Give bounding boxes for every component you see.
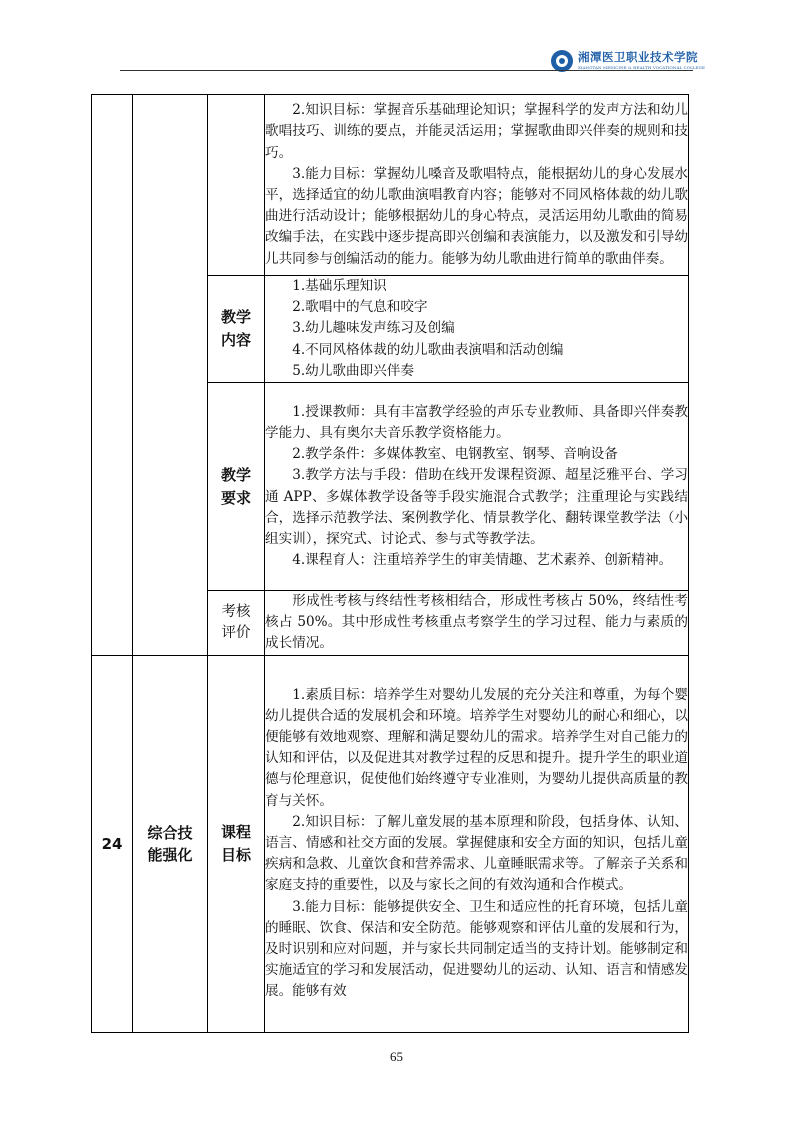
college-name-en: XIANGTAN MEDICINE & HEALTH VOCATIONAL COLLEGE [578, 64, 706, 70]
assessment-text: 形成性考核与终结性考核相结合，形成性考核占 50%，终结性考核占 50%。其中形成性考核重点考察学生的学习过程、能力与素质的成长情况。 [265, 591, 689, 656]
course-number-cell [92, 95, 133, 656]
assessment-label: 考核 评价 [208, 591, 265, 656]
college-emblem-icon [551, 50, 573, 72]
list-item: 1.授课教师：具有丰富教学经验的声乐专业教师、具备即兴伴奏教学能力、具有奥尔夫音乐教学资格能力。 [265, 403, 688, 441]
goal-ability: 3.能力目标：能够提供安全、卫生和适应性的托育环境，包括儿童的睡眠、饮食、保洁和安全防范。能够观察和评估儿童的发展和行为，及时识别和应对问题，并与家长共同制定适当的支持计划。能够制定和实施适宜的学习和发展活动，促进婴幼儿的运动、认知、语言和情感发展。能够有效 [265, 898, 688, 1000]
goal-ability: 3.能力目标：掌握幼儿嗓音及歌唱特点，能根据幼儿的身心发展水平，选择适宜的幼儿歌曲演唱教育内容；能够对不同风格体裁的幼儿歌曲进行活动设计；能够根据幼儿的身心特点，灵活运用幼儿歌曲的简易改编手法，在实践中逐步提高即兴创编和表演能力，以及激发和引导幼儿共同参与创编活动的能力。能够为幼儿歌曲进行简单的歌曲伴奏。 [265, 165, 688, 267]
page-number: 65 [390, 1049, 403, 1064]
list-item: 2.歌唱中的气息和咬字 [292, 299, 428, 316]
table-row [92, 655, 689, 1032]
teaching-requirement-label: 教学 要求 [208, 383, 265, 591]
goal-quality: 1.素质目标：培养学生对婴幼儿发展的充分关注和尊重，为每个婴幼儿提供合适的发展机会和环境。培养学生对婴幼儿的耐心和细心，以便能够有效地观察、理解和满足婴幼儿的需求。培养学生对自己能力的认知和评估，以及促进其对教学过程的反思和提升。提升学生的职业道德与伦理意识，促使他们始终遵守专业准则，为婴幼儿提供高质量的教育与关怀。 [265, 686, 688, 809]
course-number: 24 [92, 655, 133, 1032]
list-item: 2.教学条件：多媒体教室、电钢教室、钢琴、音响设备 [292, 446, 618, 463]
course-table [91, 94, 689, 1033]
list-item: 3.幼儿趣味发声练习及创编 [292, 320, 455, 337]
list-item: 1.基础乐理知识 [292, 278, 387, 294]
goal-knowledge: 2.知识目标：掌握音乐基础理论知识；掌握科学的发声方法和幼儿歌唱技巧、训练的要点，并能灵活运用；掌握歌曲即兴伴奏的规则和技巧。 [265, 102, 688, 161]
teaching-requirement-text [265, 383, 689, 591]
course-name: 综合技 能强化 [133, 655, 208, 1032]
list-item: 4.课程育人：注重培养学生的审美情趣、艺术素养、创新精神。 [292, 552, 673, 569]
teaching-content-label: 教学 内容 [208, 276, 265, 383]
list-item: 4.不同风格体裁的幼儿歌曲表演唱和活动创编 [292, 341, 564, 358]
goal-knowledge: 2.知识目标：了解儿童发展的基本原理和阶段，包括身体、认知、语言、情感和社交方面的发展。掌握健康和安全方面的知识，包括儿童疾病和急救、儿童饮食和营养需求、儿童睡眠需求等。了解亲子关系和家庭支持的重要性，以及与家长之间的有效沟通和合作模式。 [265, 813, 688, 894]
table-row [92, 95, 689, 276]
list-item: 3.教学方法与手段：借助在线开发课程资源、超星泛雅平台、学习通 APP、多媒体教学设备等手段实施混合式教学；注重理论与实践结合，选择示范教学法、案例教学化、情景教学化、翻转课堂教学法（小组实训），探究式、讨论式、参与式等教学法。 [265, 467, 688, 547]
teaching-content-text [265, 276, 689, 383]
header-divider [120, 70, 693, 71]
label-cell-empty [208, 95, 265, 276]
course-goal-text [265, 95, 689, 276]
course-goal-text [265, 655, 689, 1032]
course-name-cell [133, 95, 208, 656]
list-item: 5.幼儿歌曲即兴伴奏 [292, 362, 414, 379]
college-name-cn: 湘潭医卫职业技术学院 [578, 50, 698, 65]
course-goal-label: 课程 目标 [208, 655, 265, 1032]
